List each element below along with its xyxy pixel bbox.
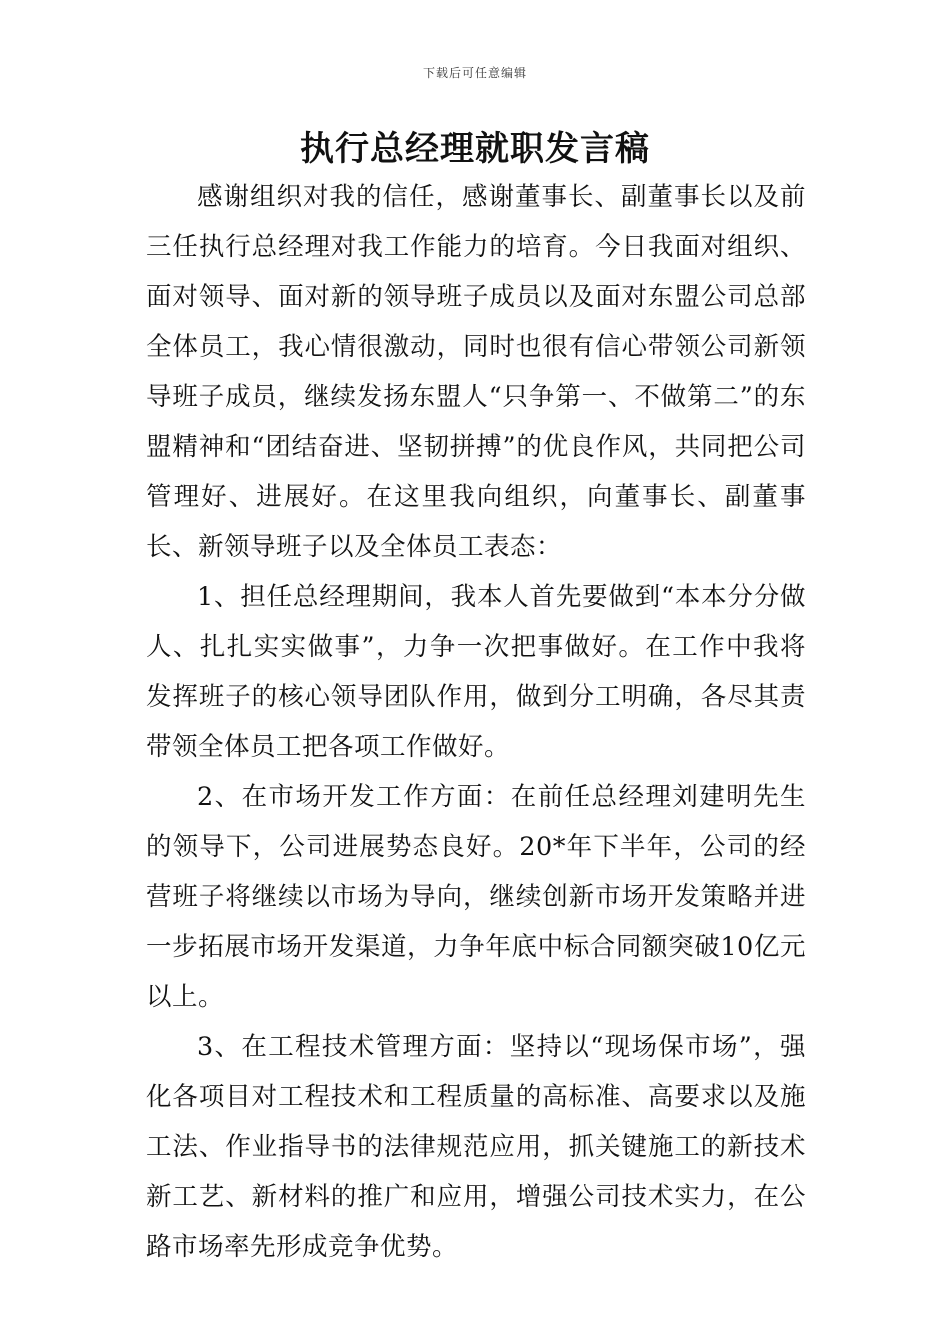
paragraph-item-2: 2、在市场开发工作方面：在前任总经理刘建明先生的领导下，公司进展势态良好。20*年下半年，公司的经营班子将继续以市场为导向，继续创新市场开发策略并进一步拓展市场开发渠道，力争年底中标合同额突破10亿元以上。: [146, 782, 806, 1012]
header-note: 下载后可任意编辑: [422, 66, 527, 80]
document-title: 执行总经理就职发言稿: [300, 129, 650, 169]
paragraph-intro: 感谢组织对我的信任，感谢董事长、副董事长以及前三任执行总经理对我工作能力的培育。今日我面对组织、面对领导、面对新的领导班子成员以及面对东盟公司总部全体员工，我心情很激动，同时也很有信心带领公司新领导班子成员，继续发扬东盟人“只争第一、不做第二”的东盟精神和“团结奋进、坚韧拼搏”的优良作风，共同把公司管理好、进展好。在这里我向组织，向董事长、副董事长、新领导班子以及全体员工表态：: [146, 182, 806, 562]
paragraph-item-3: 3、在工程技术管理方面：坚持以“现场保市场”，强化各项目对工程技术和工程质量的高标准、高要求以及施工法、作业指导书的法律规范应用，抓关键施工的新技术新工艺、新材料的推广和应用，增强公司技术实力，在公路市场率先形成竞争优势。: [146, 1032, 806, 1262]
paragraph-item-1: 1、担任总经理期间，我本人首先要做到“本本分分做人、扎扎实实做事”，力争一次把事做好。在工作中我将发挥班子的核心领导团队作用，做到分工明确，各尽其责带领全体员工把各项工作做好。: [146, 582, 806, 762]
document-body: [146, 172, 806, 1272]
